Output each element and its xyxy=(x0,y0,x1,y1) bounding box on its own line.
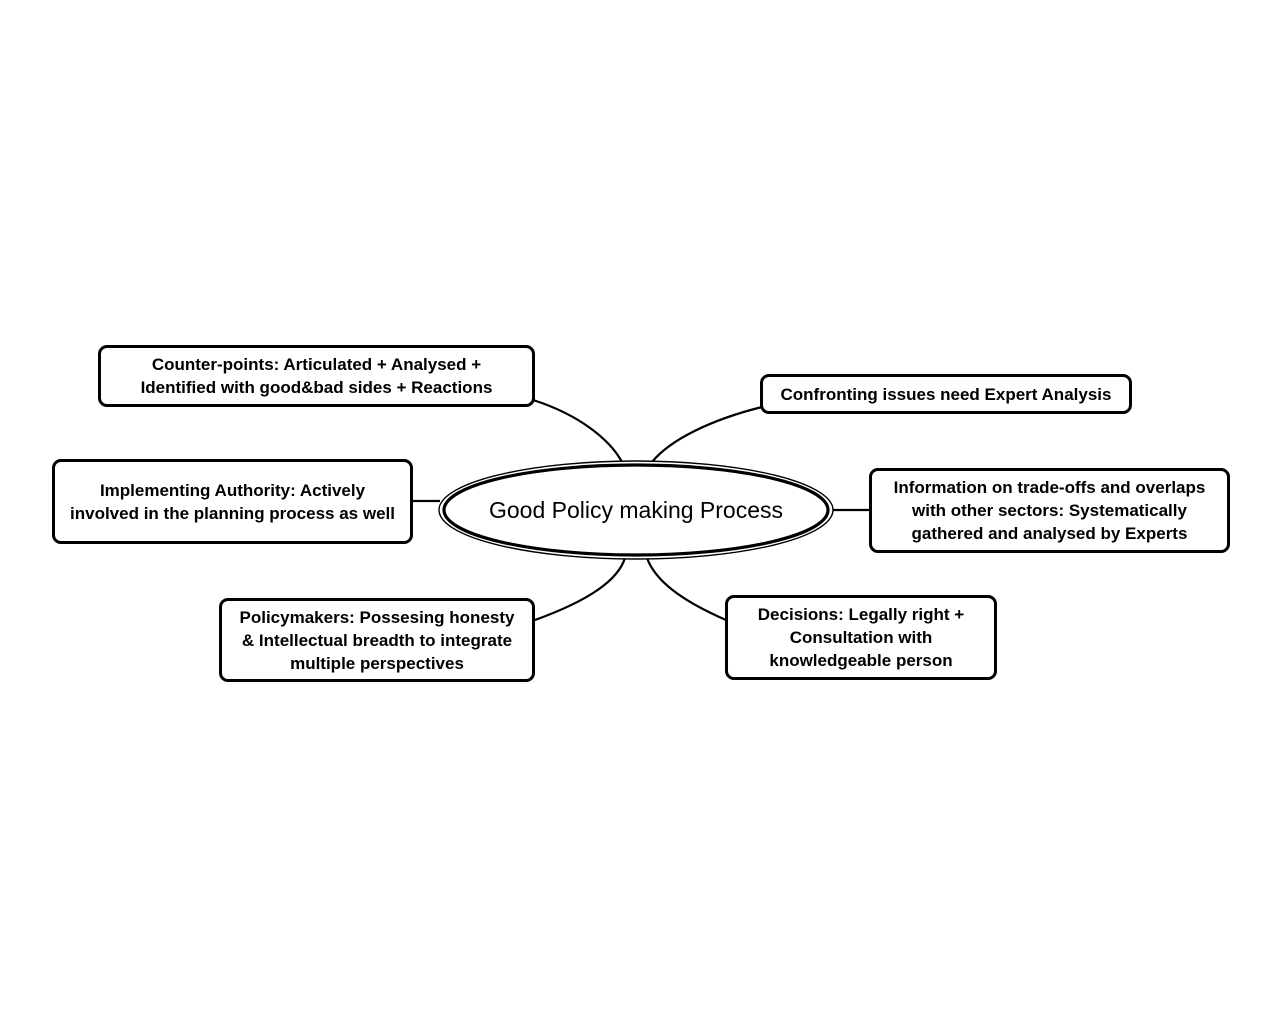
node-policymakers: Policymakers: Possesing honesty & Intellectual breadth to integrate multiple perspectives xyxy=(219,598,535,682)
connector-counter-points xyxy=(533,400,622,462)
node-confronting-issues: Confronting issues need Expert Analysis xyxy=(760,374,1132,414)
node-information-tradeoffs: Information on trade-offs and overlaps with other sectors: Systematically gathered and analysed by Experts xyxy=(869,468,1230,553)
connector-policymakers xyxy=(535,558,625,620)
node-counter-points: Counter-points: Articulated + Analysed + Identified with good&bad sides + Reactions xyxy=(98,345,535,407)
central-topic: Good Policy making Process xyxy=(488,496,783,523)
connector-decisions xyxy=(647,558,726,620)
connector-confronting-issues xyxy=(652,407,762,462)
node-implementing-authority: Implementing Authority: Actively involved in the planning process as well xyxy=(52,459,413,544)
node-decisions: Decisions: Legally right + Consultation with knowledgeable person xyxy=(725,595,997,680)
